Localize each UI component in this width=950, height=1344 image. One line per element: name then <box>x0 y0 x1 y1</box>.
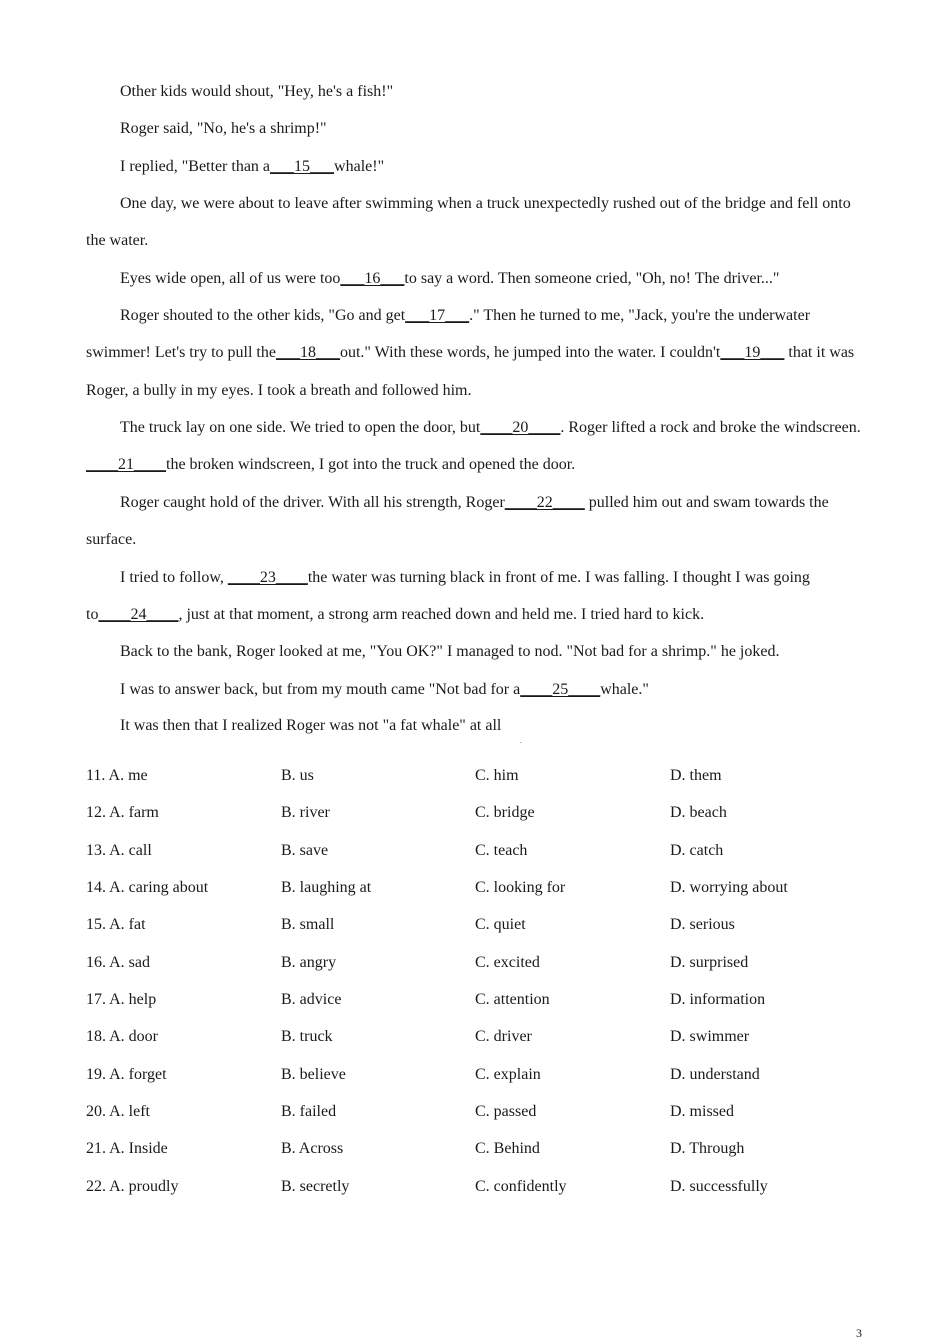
blank-23: ____23____ <box>227 569 308 586</box>
option-row-20 <box>86 1103 866 1140</box>
option-14-a: 14. A. caring about <box>86 879 209 896</box>
paragraph-11: I was to answer back, but from my mouth came "Not bad for a____25____whale." <box>120 681 649 698</box>
option-16-c: C. excited <box>475 954 540 971</box>
option-12-a: 12. A. farm <box>86 804 159 821</box>
option-20-a: 20. A. left <box>86 1103 150 1120</box>
option-19-a: 19. A. forget <box>86 1066 167 1083</box>
option-row-12 <box>86 804 866 841</box>
option-row-19 <box>86 1066 866 1103</box>
option-13-a: 13. A. call <box>86 842 152 859</box>
option-18-c: C. driver <box>475 1028 532 1045</box>
option-row-22 <box>86 1178 866 1215</box>
paragraph-1: Other kids would shout, "Hey, he's a fish!" <box>120 83 394 100</box>
option-20-c: C. passed <box>475 1103 537 1120</box>
option-12-c: C. bridge <box>475 804 535 821</box>
option-row-16 <box>86 954 866 991</box>
option-17-b: B. advice <box>281 991 342 1008</box>
blank-21: ____21____ <box>86 456 166 474</box>
option-11-d: D. them <box>670 767 722 784</box>
option-row-11 <box>86 767 866 804</box>
blank-20: ____20____ <box>480 419 561 436</box>
paragraph-12: It was then that I realized Roger was not "a fat whale" at all <box>120 717 502 734</box>
blank-25: ____25____ <box>520 681 601 698</box>
blank-19: ___19___ <box>720 344 785 362</box>
option-14-d: D. worrying about <box>670 879 788 896</box>
option-22-a: 22. A. proudly <box>86 1178 179 1195</box>
option-row-14 <box>86 879 866 916</box>
option-22-d: D. successfully <box>670 1178 768 1195</box>
paragraph-7: The truck lay on one side. We tried to open the door, but____20____. Roger lifted a rock and broke the windscreen. ____21____the broken windscreen, I got into the truck and opened the door. <box>86 419 861 474</box>
option-row-15 <box>86 916 866 953</box>
option-16-b: B. angry <box>281 954 337 971</box>
option-22-c: C. confidently <box>475 1178 567 1195</box>
option-21-a: 21. A. Inside <box>86 1140 168 1157</box>
option-21-b: B. Across <box>281 1140 344 1157</box>
option-row-13 <box>86 842 866 879</box>
option-17-a: 17. A. help <box>86 991 157 1008</box>
option-15-d: D. serious <box>670 916 735 933</box>
option-15-b: B. small <box>281 916 335 933</box>
option-14-b: B. laughing at <box>281 879 372 896</box>
paragraph-4: One day, we were about to leave after swimming when a truck unexpectedly rushed out of the bridge and fell onto the water. <box>86 195 851 250</box>
paragraph-9: I tried to follow, ____23____the water was turning black in front of me. I was falling. I thought I was going to____24____, just at that moment, a strong arm reached down and held me. I tried hard to kick. <box>86 569 810 624</box>
option-18-d: D. swimmer <box>670 1028 750 1045</box>
blank-22: ____22____ <box>504 494 585 511</box>
blank-15: ___15___ <box>270 158 335 175</box>
option-21-d: D. Through <box>670 1140 745 1157</box>
page-number: 3 <box>856 1326 862 1340</box>
option-16-d: D. surprised <box>670 954 749 971</box>
option-13-d: D. catch <box>670 842 724 859</box>
option-20-b: B. failed <box>281 1103 337 1120</box>
paragraph-8: Roger caught hold of the driver. With all his strength, Roger____22____ pulled him out and swam towards the surface. <box>86 494 829 549</box>
option-row-18 <box>86 1028 866 1065</box>
option-19-d: D. understand <box>670 1066 760 1083</box>
option-13-b: B. save <box>281 842 329 859</box>
option-11-c: C. him <box>475 767 519 784</box>
option-18-a: 18. A. door <box>86 1028 158 1045</box>
stray-dot: . <box>520 736 522 745</box>
option-17-d: D. information <box>670 991 766 1008</box>
blank-16: ___16___ <box>340 270 405 287</box>
paragraph-3: I replied, "Better than a___15___whale!" <box>120 158 385 175</box>
blank-17: ___17___ <box>405 307 470 324</box>
option-12-d: D. beach <box>670 804 727 821</box>
option-22-b: B. secretly <box>281 1178 350 1195</box>
option-12-b: B. river <box>281 804 330 821</box>
option-16-a: 16. A. sad <box>86 954 150 971</box>
option-11-b: B. us <box>281 767 314 784</box>
paragraph-10: Back to the bank, Roger looked at me, "You OK?" I managed to nod. "Not bad for a shrimp." he joked. <box>120 643 780 660</box>
option-row-17 <box>86 991 866 1028</box>
option-row-21 <box>86 1140 866 1177</box>
option-20-d: D. missed <box>670 1103 734 1120</box>
blank-24: ____24____ <box>98 606 179 624</box>
paragraph-5: Eyes wide open, all of us were too___16___to say a word. Then someone cried, "Oh, no! The driver..." <box>120 270 780 287</box>
option-15-c: C. quiet <box>475 916 526 933</box>
option-18-b: B. truck <box>281 1028 333 1045</box>
option-21-c: C. Behind <box>475 1140 540 1157</box>
option-19-c: C. explain <box>475 1066 541 1083</box>
option-11-a: 11. A. me <box>86 767 148 784</box>
option-15-a: 15. A. fat <box>86 916 146 933</box>
option-14-c: C. looking for <box>475 879 566 896</box>
paragraph-2: Roger said, "No, he's a shrimp!" <box>120 120 327 137</box>
paragraph-6: Roger shouted to the other kids, "Go and get___17___." Then he turned to me, "Jack, you're the underwater swimmer! Let's try to pull the___18___out." With these words, he jumped into the water. I couldn't___19___ that it was Roger, a bully in my eyes. I took a breath and followed him. <box>86 307 855 399</box>
blank-18: ___18___ <box>275 344 340 362</box>
option-19-b: B. believe <box>281 1066 346 1083</box>
option-13-c: C. teach <box>475 842 528 859</box>
option-17-c: C. attention <box>475 991 550 1008</box>
